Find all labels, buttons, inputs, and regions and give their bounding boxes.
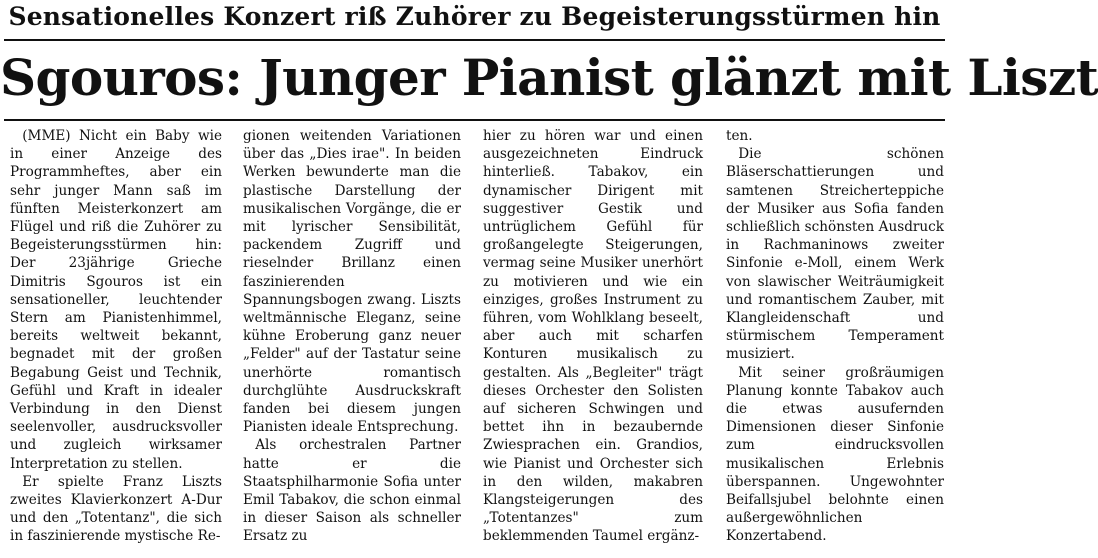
paragraph: Die schönen Bläserschattierungen und samtenen Streicherteppiche der Musiker aus Sofia fanden schließlich schönsten Ausdruck in Rachmaninows zweiter Sinfonie e-Moll, einem Werk von slawischer Weiträumigkeit und romantischem Zauber, mit Klangleidenschaft und stürmischem Temperament musiziert. xyxy=(726,146,944,363)
article-column-4 xyxy=(726,127,944,558)
paragraph: hier zu hören war und einen ausgezeichneten Eindruck hinterließ. Tabakov, ein dynamischer Dirigent mit suggestiver Gestik und untrüglichem Gefühl für großangelegte Steigerungen, vermag seine Musiker unerhört zu motivieren und wie ein einziges, großes Instrument zu führen, vom Wohlklang beseelt, aber auch mit scharfen Konturen musikalisch zu gestalten. Als „Begleiter" trägt dieses Orchester den Solisten auf sicheren Schwingen und bettet ihn in bezaubernde Zwiesprachen ein. Grandios, wie Pianist und Orchester sich in den wilden, makabren Klangsteigerungen des „Totentanzes" zum beklemmenden Taumel ergänz- xyxy=(483,128,703,545)
article-column-2 xyxy=(243,127,461,558)
paragraph: ten. xyxy=(726,128,753,144)
headline-rule xyxy=(4,119,945,121)
paragraph: Als orchestralen Partner hatte er die Staatsphilharmonie Sofia unter Emil Tabakov, die schon einmal in dieser Saison als schneller Ersatz zu xyxy=(243,437,461,545)
kicker-headline: Sensationelles Konzert riß Zuhörer zu Begeisterungsstürmen hin xyxy=(8,2,941,31)
main-headline: Sgouros: Junger Pianist glänzt mit Liszt xyxy=(0,48,1098,107)
paragraph: Er spielte Franz Liszts zweites Klavierkonzert A-Dur und den „Totentanz", die sich in faszinierende mystische Re- xyxy=(10,473,222,545)
article-column-1 xyxy=(10,127,222,558)
paragraph: Mit seiner großräumigen Planung konnte Tabakov auch die etwas ausufernden Dimensionen dieser Sinfonie zum eindrucksvollen musikalischen Erlebnis überspannen. Ungewohnter Beifallsjubel belohnte einen außergewöhnlichen Konzertabend. xyxy=(726,364,944,545)
kicker-rule xyxy=(4,39,945,41)
paragraph: gionen weitenden Variationen über das „Dies irae". In beiden Werken bewunderte man die plastische Darstellung der musikalischen Vorgänge, die er mit lyrischer Sensibilität, packendem Zugriff und rieselnder Brillanz einen faszinierenden Spannungsbogen zwang. Liszts weltmännische Eleganz, seine kühne Eroberung ganz neuer „Felder" auf der Tastatur seine unerhörte romantisch durchglühte Ausdruckskraft fanden bei diesem jungen Pianisten ideale Entsprechung. xyxy=(243,128,461,436)
paragraph: (MME) Nicht ein Baby wie in einer Anzeige des Programmheftes, aber ein sehr junger Mann saß im fünften Meisterkonzert am Flügel und riß die Zuhörer zu Begeisterungsstürmen hin: Der 23jährige Grieche Dimitris Sgouros ist ein sensationeller, leuchtender Stern am Pianistenhimmel, bereits weltweit bekannt, begnadet mit der großen Begabung Geist und Technik, Gefühl und Kraft in idealer Verbindung in den Dienst seelenvoller, ausdrucksvoller und zugleich wirksamer Interpretation zu stellen. xyxy=(10,128,222,472)
article-column-3 xyxy=(483,127,703,558)
